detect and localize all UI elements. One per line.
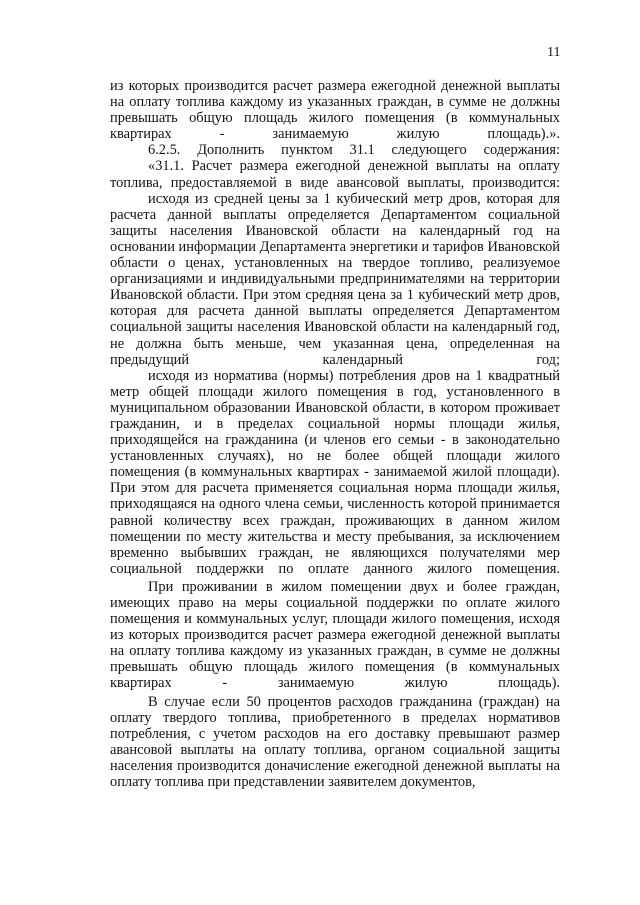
document-body (110, 78, 560, 790)
paragraph: исходя из норматива (нормы) потребления дров на 1 квадратный метр общей площади жилого помещения в год, установленного в муниципальном образовании Ивановской области, в котором проживает гражданин, и в пределах социальной нормы площади жилья, приходящейся на гражданина (и членов его семьи - в законодательно установленных случаях), но не более общей площади жилого помещения (в коммунальных квартирах - занимаемой жилой площади). При этом для расчета применяется социальная норма площади жилья, приходящаяся на одного члена семьи, численность которой принимается равной количеству всех граждан, проживающих в данном жилом помещении по месту жительства и месту пребывания, за исключением временно выбывших граждан, не являющихся получателями мер социальной поддержки по оплате данного жилого помещения. (110, 367, 560, 577)
paragraph: При проживании в жилом помещении двух и более граждан, имеющих право на меры социальной поддержки по оплате жилого помещения и коммунальных услуг, площади жилого помещения, исходя из которых производится расчет размера ежегодной денежной выплаты на оплату топлива каждому из указанных граждан, в сумме не должны превышать общую площадь жилого помещения (в коммунальных квартирах - занимаемую жилую площадь). (110, 578, 560, 692)
page-number: 11 (547, 45, 561, 60)
paragraph: из которых производится расчет размера ежегодной денежной выплаты на оплату топлива каждому из указанных граждан, в сумме не должны превышать общую площадь жилого помещения (в коммунальных квартирах - занимаемую жилую площадь).». (110, 78, 560, 143)
paragraph: исходя из средней цены за 1 кубический метр дров, которая для расчета данной выплаты определяется Департаментом социальной защиты населения Ивановской области на календарный год на основании информации Департамента энергетики и тарифов Ивановской области о ценах, установленных на твердое топливо, реализуемое организациями и индивидуальными предпринимателями на территории Ивановской области. При этом средняя цена за 1 кубический метр дров, которая для расчета данной выплаты определяется Департаментом социальной защиты населения Ивановской области на календарный год, не должна быть меньше, чем указанная цена, определенная на предыдущий календарный год; (110, 190, 560, 368)
paragraph: В случае если 50 процентов расходов гражданина (граждан) на оплату твердого топлива, приобретенного в пределах нормативов потребления, с учетом расходов на его доставку превышают размер авансовой выплаты на оплату топлива, органом социальной защиты населения производится доначисление ежегодной денежной выплаты на оплату топлива при представлении заявителем документов, (110, 693, 560, 791)
paragraph: «31.1. Расчет размера ежегодной денежной выплаты на оплату топлива, предоставляемой в виде авансовой выплаты, производится: (110, 158, 560, 191)
paragraph: 6.2.5. Дополнить пунктом 31.1 следующего содержания: (148, 142, 560, 159)
